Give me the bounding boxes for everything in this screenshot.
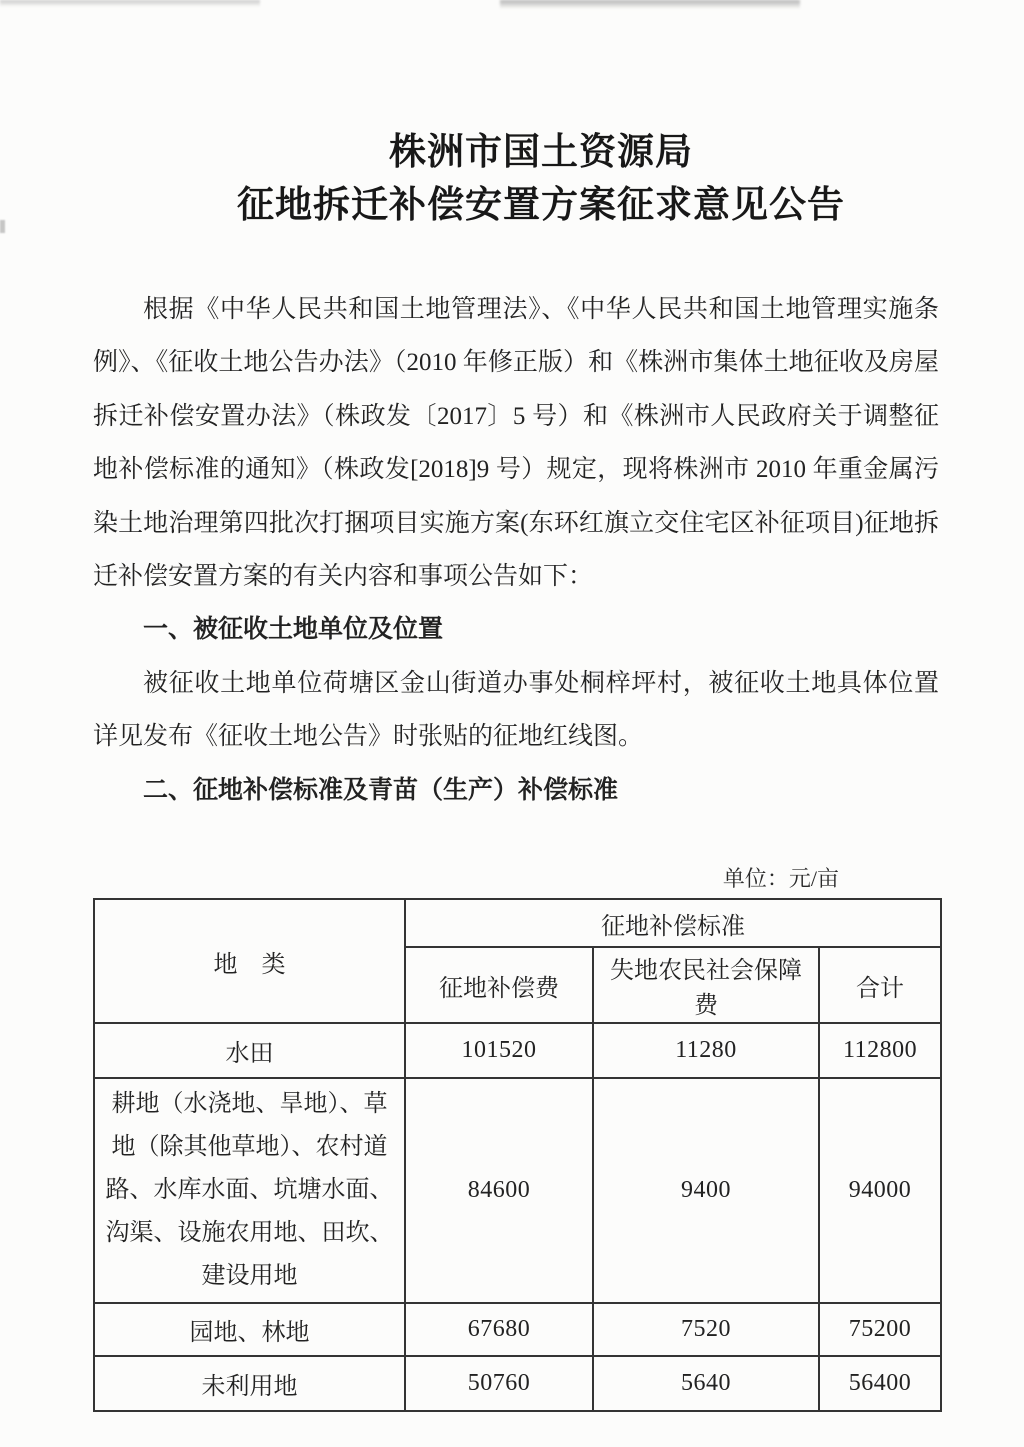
social-security-fee-header-cell: 失地农民社会保障费 — [593, 947, 819, 1023]
land-type-header-cell: 地 类 — [94, 899, 405, 1023]
compensation-fee-cell: 101520 — [405, 1023, 593, 1078]
compensation-fee-cell: 84600 — [405, 1078, 593, 1303]
table-row — [94, 1078, 941, 1303]
intro-paragraph: 根据《中华人民共和国土地管理法》、《中华人民共和国土地管理实施条例》、《征收土地公告办法》（2010 年修正版）和《株洲市集体土地征收及房屋拆迁补偿安置办法》（株政发〔2017〕5 号）和《株洲市人民政府关于调整征地补偿标准的通知》（株政发[2018]9 号）规定，现将株洲市 2010 年重金属污染土地治理第四批次打捆项目实施方案(东环红旗立交住宅区补征项目)征地拆迁补偿安置方案的有关内容和事项公告如下： — [93, 296, 939, 591]
table-row — [94, 1023, 941, 1078]
section1-paragraph: 被征收土地单位荷塘区金山街道办事处桐梓坪村，被征收土地具体位置详见发布《征收土地公告》时张贴的征地红线图。 — [93, 669, 939, 751]
total-cell: 94000 — [819, 1078, 941, 1303]
compensation-table — [93, 898, 942, 1412]
land-type-cell: 园地、林地 — [94, 1303, 405, 1356]
page-title — [0, 126, 1024, 232]
table-row — [94, 1356, 941, 1411]
social-security-fee-cell: 9400 — [593, 1078, 819, 1303]
scan-artifact-top-left — [0, 0, 260, 7]
section2-heading: 二、征地补偿标准及青苗（生产）补偿标准 — [143, 776, 619, 804]
table-row — [94, 1303, 941, 1356]
total-cell: 75200 — [819, 1303, 941, 1356]
social-security-fee-cell: 5640 — [593, 1356, 819, 1411]
page-title-line2: 征地拆迁补偿安置方案征求意见公告 — [237, 185, 845, 226]
social-security-fee-cell: 11280 — [593, 1023, 819, 1078]
total-cell: 56400 — [819, 1356, 941, 1411]
page-title-line1: 株洲市国土资源局 — [389, 132, 693, 173]
social-security-fee-cell: 7520 — [593, 1303, 819, 1356]
unit-note: 单位：元/亩 — [722, 866, 839, 891]
compensation-standard-header-cell: 征地补偿标准 — [405, 899, 941, 947]
table-header-row-1 — [94, 899, 941, 947]
land-type-cell: 未利用地 — [94, 1356, 405, 1411]
section1-heading: 一、被征收土地单位及位置 — [143, 616, 444, 644]
scan-artifact-top-right — [500, 0, 800, 9]
total-cell: 112800 — [819, 1023, 941, 1078]
compensation-fee-cell: 67680 — [405, 1303, 593, 1356]
compensation-fee-header-cell: 征地补偿费 — [405, 947, 593, 1023]
land-type-cell: 水田 — [94, 1023, 405, 1078]
total-header-cell: 合计 — [819, 947, 941, 1023]
land-type-cell: 耕地（水浇地、旱地）、草地（除其他草地）、农村道路、水库水面、坑塘水面、沟渠、设施农用地、田坎、建设用地 — [94, 1078, 405, 1303]
document-body — [93, 283, 939, 863]
compensation-fee-cell: 50760 — [405, 1356, 593, 1411]
